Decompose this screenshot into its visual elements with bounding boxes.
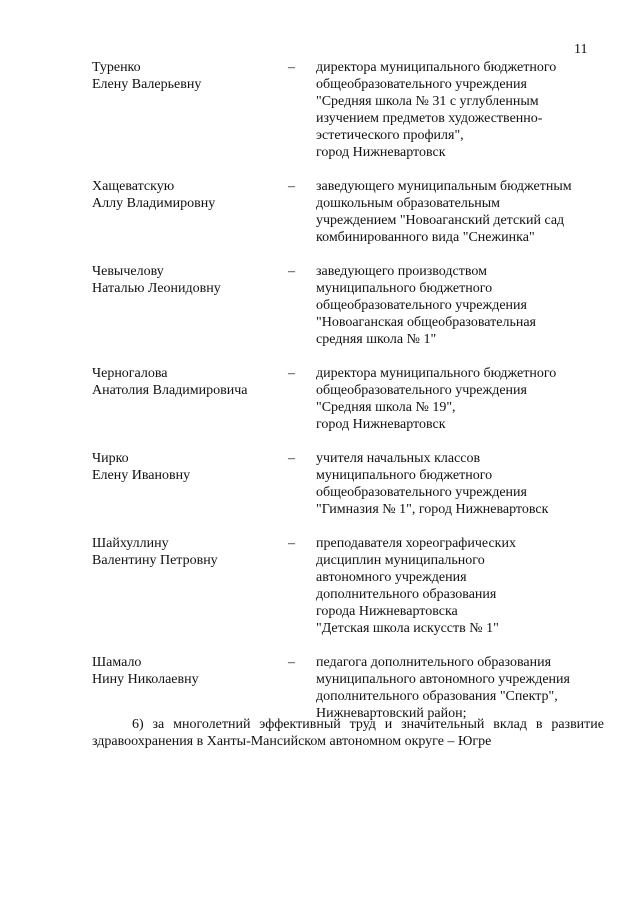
position-description — [316, 365, 602, 433]
closing-line: 6) за многолетний эффективный труд и значительный вклад в развитие — [132, 717, 604, 732]
position-line: муниципального бюджетного — [316, 281, 493, 296]
position-line: города Нижневартовска — [316, 604, 458, 619]
position-description — [316, 178, 602, 246]
given-names: Нину Николаевну — [92, 672, 199, 687]
position-line: "Средняя школа № 19", — [316, 400, 456, 415]
given-names: Анатолия Владимировича — [92, 383, 248, 398]
list-item — [92, 59, 602, 161]
position-line: Нижневартовский район; — [316, 706, 467, 721]
surname: Чирко — [92, 451, 129, 466]
position-line: "Детская школа искусств № 1" — [316, 621, 499, 636]
position-line: город Нижневартовск — [316, 145, 446, 160]
person-name — [92, 535, 282, 569]
surname: Шайхуллину — [92, 536, 169, 551]
position-line: дополнительного образования "Спектр", — [316, 689, 558, 704]
dash-separator: – — [288, 655, 295, 670]
list-item — [92, 535, 602, 637]
position-line: заведующего производством — [316, 264, 487, 279]
list-item — [92, 263, 602, 348]
surname: Хащеватскую — [92, 179, 175, 194]
position-line: "Новоаганская общеобразовательная — [316, 315, 536, 330]
person-name — [92, 365, 282, 399]
position-line: муниципального бюджетного — [316, 468, 493, 483]
given-names: Елену Ивановну — [92, 468, 191, 483]
position-line: общеобразовательного учреждения — [316, 298, 527, 313]
position-line: средняя школа № 1" — [316, 332, 437, 347]
position-line: учреждением "Новоаганский детский сад — [316, 213, 565, 228]
list-item — [92, 178, 602, 246]
position-description — [316, 263, 602, 348]
position-line: дисциплин муниципального — [316, 553, 485, 568]
surname: Туренко — [92, 60, 141, 75]
surname: Чевычелову — [92, 264, 164, 279]
person-name — [92, 59, 282, 93]
person-name — [92, 450, 282, 484]
dash-separator: – — [288, 366, 295, 381]
position-line: "Гимназия № 1", город Нижневартовск — [316, 502, 549, 517]
position-line: преподавателя хореографических — [316, 536, 516, 551]
surname: Шамало — [92, 655, 142, 670]
dash-separator: – — [288, 451, 295, 466]
award-list — [92, 59, 602, 739]
position-line: город Нижневартовск — [316, 417, 446, 432]
person-name — [92, 178, 282, 212]
list-item — [92, 654, 602, 722]
given-names: Аллу Владимировну — [92, 196, 216, 211]
position-line: муниципального автономного учреждения — [316, 672, 570, 687]
position-description — [316, 654, 602, 722]
given-names: Елену Валерьевну — [92, 77, 202, 92]
position-line: учителя начальных классов — [316, 451, 481, 466]
position-line: педагога дополнительного образования — [316, 655, 552, 670]
position-line: общеобразовательного учреждения — [316, 485, 527, 500]
closing-line: здравоохранения в Ханты-Мансийском автономном округе – Югре — [92, 734, 492, 749]
position-description — [316, 450, 602, 518]
dash-separator: – — [288, 60, 295, 75]
dash-separator: – — [288, 179, 295, 194]
position-line: директора муниципального бюджетного — [316, 60, 557, 75]
position-line: заведующего муниципальным бюджетным — [316, 179, 572, 194]
position-line: "Средняя школа № 31 с углубленным — [316, 94, 539, 109]
person-name — [92, 263, 282, 297]
position-line: комбинированного вида "Снежинка" — [316, 230, 535, 245]
page-number: 11 — [574, 42, 588, 57]
position-line: директора муниципального бюджетного — [316, 366, 557, 381]
given-names: Наталью Леонидовну — [92, 281, 221, 296]
position-line: дошкольным образовательным — [316, 196, 500, 211]
person-name — [92, 654, 282, 688]
position-line: автономного учреждения — [316, 570, 467, 585]
position-line: дополнительного образования — [316, 587, 497, 602]
position-line: изучением предметов художественно- — [316, 111, 543, 126]
position-line: эстетического профиля", — [316, 128, 464, 143]
position-line: общеобразовательного учреждения — [316, 77, 527, 92]
surname: Черногалова — [92, 366, 168, 381]
given-names: Валентину Петровну — [92, 553, 218, 568]
position-line: общеобразовательного учреждения — [316, 383, 527, 398]
position-description — [316, 59, 602, 161]
list-item — [92, 450, 602, 518]
closing-paragraph — [92, 716, 604, 750]
position-description — [316, 535, 602, 637]
dash-separator: – — [288, 536, 295, 551]
dash-separator: – — [288, 264, 295, 279]
list-item — [92, 365, 602, 433]
